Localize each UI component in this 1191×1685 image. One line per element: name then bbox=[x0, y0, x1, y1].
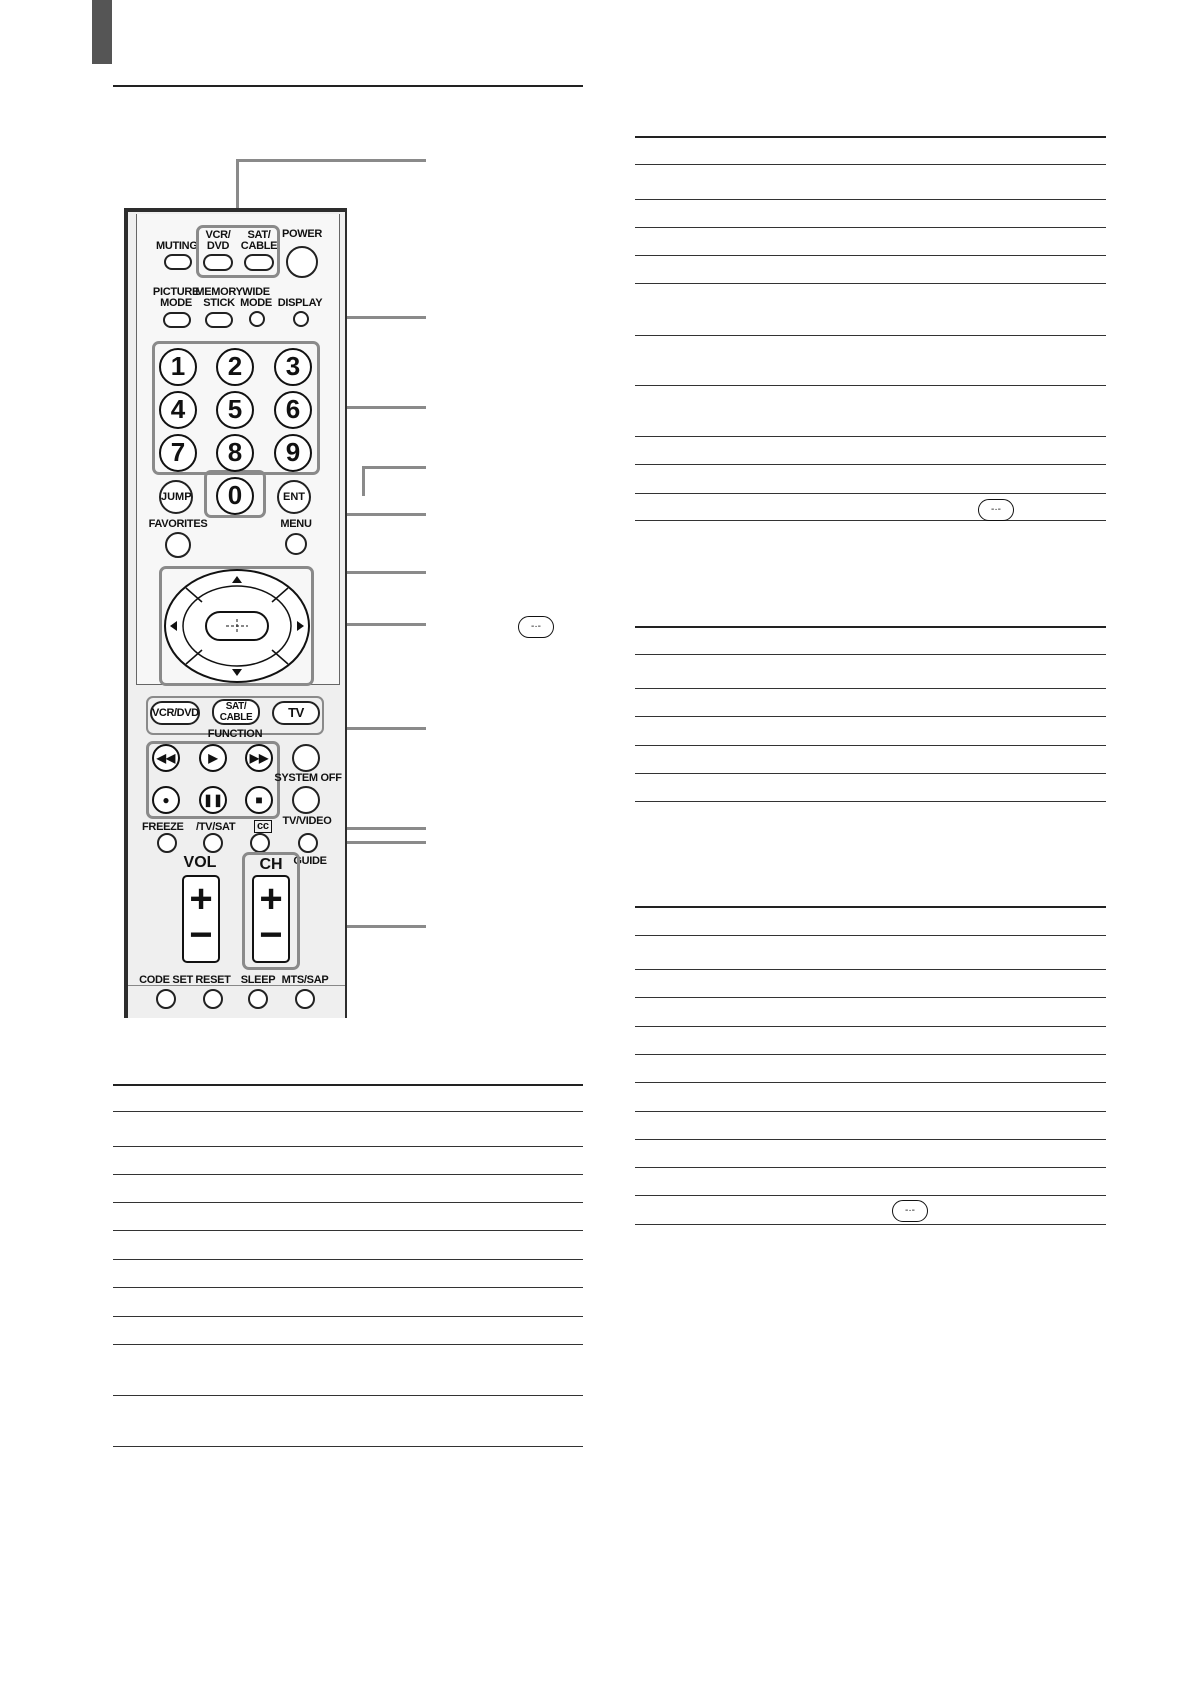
jump-button[interactable]: JUMP bbox=[159, 480, 193, 514]
reset-button[interactable] bbox=[203, 989, 223, 1009]
favorites-button[interactable] bbox=[165, 532, 191, 558]
sleep-button[interactable] bbox=[248, 989, 268, 1009]
vcr-dvd-label: VCR/ DVD bbox=[205, 229, 231, 252]
top-rule bbox=[113, 85, 583, 87]
ch-label: CH bbox=[259, 856, 283, 873]
sleep-label: SLEEP bbox=[240, 974, 276, 986]
freeze-button[interactable] bbox=[157, 833, 177, 853]
code-set-label: CODE SET bbox=[139, 974, 193, 986]
wide-mode-label: WIDE MODE bbox=[240, 286, 272, 309]
code-set-button[interactable] bbox=[156, 989, 176, 1009]
menu-label: MENU bbox=[280, 518, 312, 530]
tv-video-button[interactable] bbox=[298, 833, 318, 853]
number-1-button[interactable]: 1 bbox=[159, 348, 197, 386]
muting-label: MUTING bbox=[156, 240, 198, 252]
number-8-button[interactable]: 8 bbox=[216, 434, 254, 472]
system-off-button[interactable] bbox=[292, 786, 320, 814]
tv-sat-button[interactable] bbox=[203, 833, 223, 853]
display-label: DISPLAY bbox=[277, 297, 323, 309]
picture-mode-button[interactable] bbox=[163, 312, 191, 328]
joystick-center-icon: -·- bbox=[978, 499, 1014, 521]
table-bottom-left bbox=[113, 1084, 583, 1449]
freeze-label: FREEZE bbox=[142, 821, 184, 833]
vcr-dvd-function-button[interactable]: VCR/DVD bbox=[150, 701, 200, 725]
rewind-button[interactable]: ◀◀ bbox=[152, 744, 180, 772]
sat-cable-label: SAT/ CABLE bbox=[240, 229, 278, 252]
fast-forward-button[interactable]: ▶▶ bbox=[245, 744, 273, 772]
pause-button[interactable]: ❚❚ bbox=[199, 786, 227, 814]
number-7-button[interactable]: 7 bbox=[159, 434, 197, 472]
tv-video-label: TV/VIDEO bbox=[282, 815, 332, 827]
system-off-top-button[interactable] bbox=[292, 744, 320, 772]
number-4-button[interactable]: 4 bbox=[159, 391, 197, 429]
navigation-pad[interactable] bbox=[162, 568, 312, 684]
tv-sat-label: /TV/SAT bbox=[196, 821, 236, 833]
number-5-button[interactable]: 5 bbox=[216, 391, 254, 429]
favorites-label: FAVORITES bbox=[148, 518, 208, 530]
muting-button[interactable] bbox=[164, 254, 192, 270]
table-top-right bbox=[635, 136, 1106, 521]
play-button[interactable]: ▶ bbox=[199, 744, 227, 772]
channel-rocker[interactable]: + − bbox=[252, 875, 290, 963]
number-3-button[interactable]: 3 bbox=[274, 348, 312, 386]
tv-function-button[interactable]: TV bbox=[272, 701, 320, 725]
number-9-button[interactable]: 9 bbox=[274, 434, 312, 472]
menu-button[interactable] bbox=[285, 533, 307, 555]
mts-sap-button[interactable] bbox=[295, 989, 315, 1009]
table-bottom-right bbox=[635, 906, 1106, 1226]
power-label: POWER bbox=[281, 228, 323, 240]
power-group-outline bbox=[196, 225, 280, 278]
record-button[interactable]: ● bbox=[152, 786, 180, 814]
number-6-button[interactable]: 6 bbox=[274, 391, 312, 429]
sat-cable-function-button[interactable]: SAT/ CABLE bbox=[212, 699, 260, 725]
reset-label: RESET bbox=[195, 974, 231, 986]
joystick-center-icon: -·- bbox=[892, 1200, 928, 1222]
number-2-button[interactable]: 2 bbox=[216, 348, 254, 386]
cc-label: cc bbox=[254, 820, 272, 833]
cc-button[interactable] bbox=[250, 833, 270, 853]
ent-button[interactable]: ENT bbox=[277, 480, 311, 514]
table-middle-right bbox=[635, 626, 1106, 803]
number-0-button[interactable]: 0 bbox=[216, 477, 254, 515]
stop-button[interactable]: ■ bbox=[245, 786, 273, 814]
display-button[interactable] bbox=[293, 311, 309, 327]
page-tab-marker bbox=[92, 0, 112, 64]
vol-label: VOL bbox=[183, 854, 217, 871]
volume-rocker[interactable]: + − bbox=[182, 875, 220, 963]
joystick-center-icon: -·- bbox=[518, 616, 554, 638]
memory-stick-button[interactable] bbox=[205, 312, 233, 328]
guide-label: GUIDE bbox=[293, 855, 327, 867]
system-off-label: SYSTEM OFF bbox=[274, 772, 342, 784]
memory-stick-label: MEMORY STICK bbox=[195, 286, 243, 309]
mts-sap-label: MTS/SAP bbox=[281, 974, 329, 986]
function-label: FUNCTION bbox=[207, 728, 263, 740]
picture-mode-label: PICTURE MODE bbox=[152, 286, 200, 309]
wide-mode-button[interactable] bbox=[249, 311, 265, 327]
power-button[interactable] bbox=[286, 246, 318, 278]
